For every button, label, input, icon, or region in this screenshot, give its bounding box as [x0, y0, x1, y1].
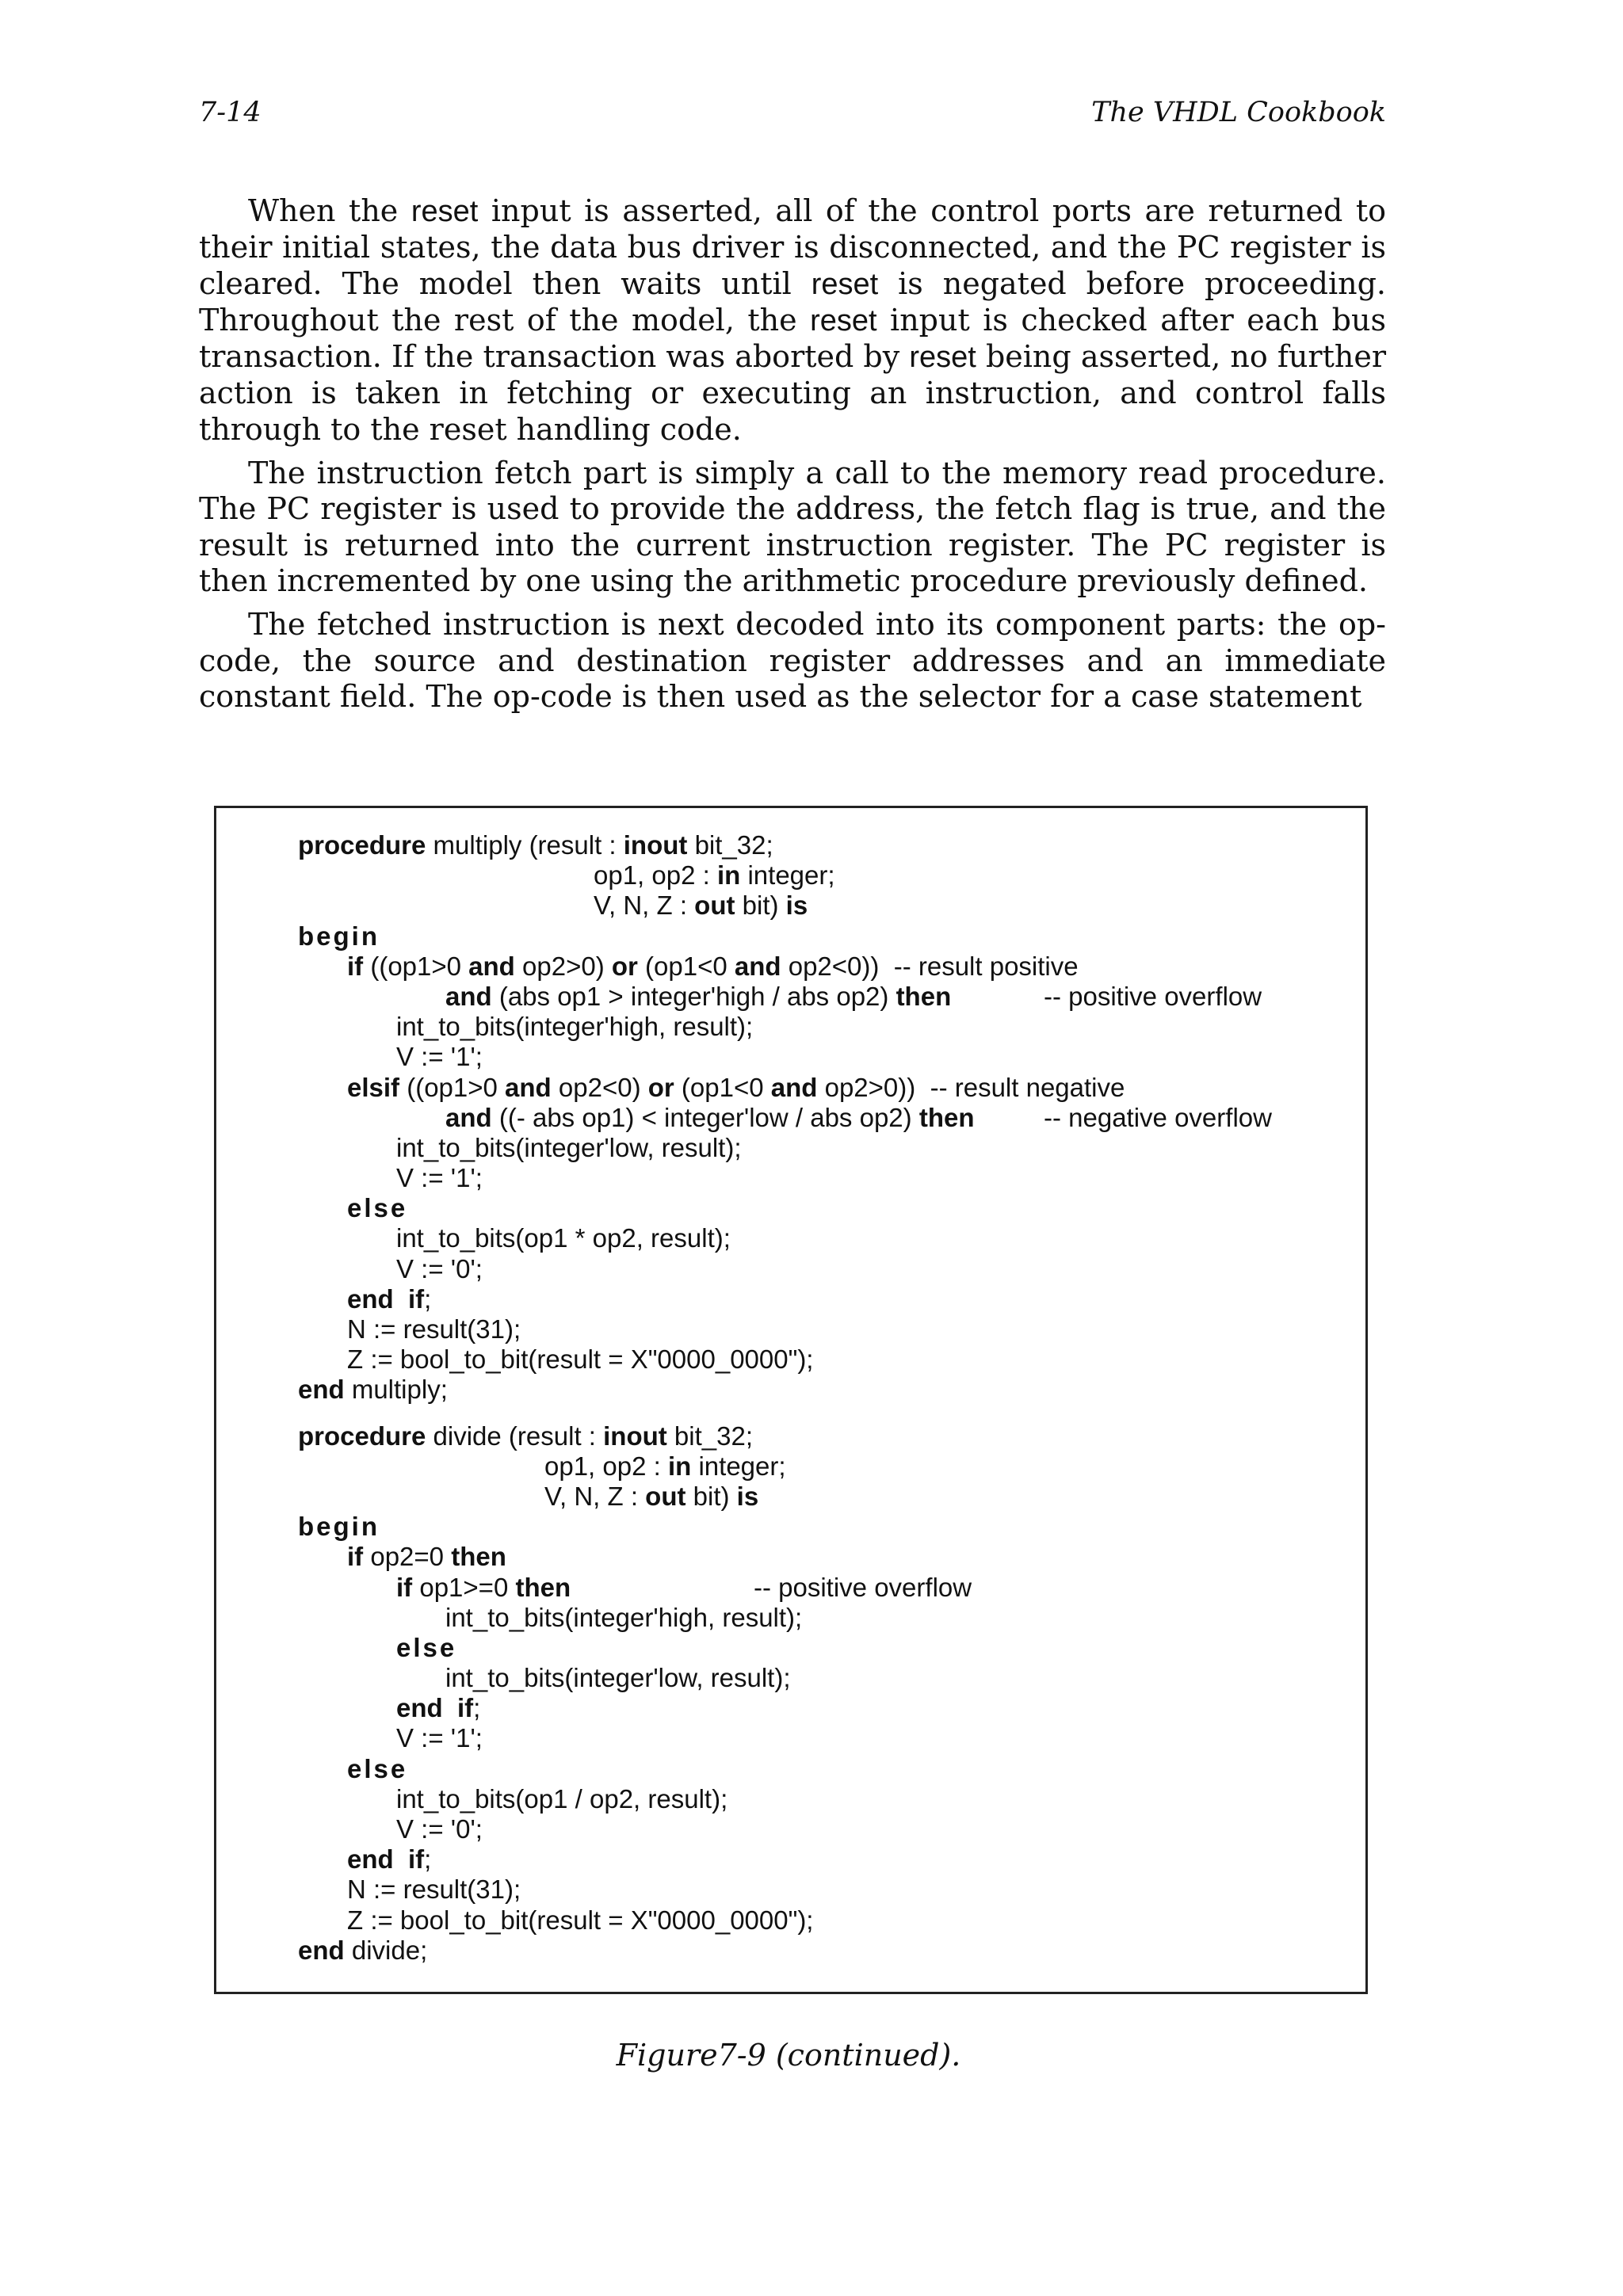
paragraph-fetch: The instruction fetch part is simply a call to the memory read procedure. The PC register is used to provide the address, the fetch flag is true, and the result is returned into the current instruction register. The PC register is then incremented by one using the arithmetic procedure previously defined.: [199, 456, 1386, 598]
code-line: V, N, Z : out bit) is: [544, 1481, 759, 1511]
code-line: V := '1';: [396, 1723, 483, 1753]
code-line: Z := bool_to_bit(result = X"0000_0000");: [347, 1344, 814, 1375]
code-line: procedure divide (result : inout bit_32;: [298, 1421, 754, 1451]
code-line: end if ;: [347, 1844, 432, 1875]
code-line: if op1>=0 then -- positive overflow: [396, 1572, 972, 1602]
code-line: end if ;: [396, 1693, 481, 1723]
code-line: V, N, Z : out bit) is: [594, 891, 808, 921]
paragraph-decode: The fetched instruction is next decoded into its component parts: the op-code, the source and destination register addresses and an immediate constant field. The op-code is then used as the selector for a case statement: [199, 607, 1386, 714]
code-line: if op2=0 then: [347, 1542, 506, 1572]
code-line: end divide;: [298, 1935, 428, 1965]
code-line: op1, op2 : in integer;: [544, 1451, 786, 1481]
procedure-gap: [298, 1405, 1352, 1421]
code-line: V := '1';: [396, 1042, 483, 1072]
code-line: V := '0';: [396, 1814, 483, 1844]
page-number: 7-14: [199, 97, 262, 128]
code-line: elsif ((op1>0 and op2<0) or (op1<0 and op2>0)) -- result negative: [347, 1072, 1125, 1102]
code-line: V := '0';: [396, 1253, 483, 1283]
paragraph-reset: When the reset input is asserted, all of the control ports are returned to their initial states, the data bus driver is disconnected, and the PC register is cleared. The model then waits until reset is negated before proceeding. Throughout the rest of the model, the reset input is checked after each bus transaction. If the transaction was aborted by reset being asserted, no further action is taken in fetching or executing an instruction, and control falls through to the reset handling code.: [199, 193, 1387, 447]
code-listing: [298, 830, 1352, 1966]
code-line: int_to_bits(op1 / op2, result);: [396, 1783, 728, 1814]
code-line: procedure multiply (result : inout bit_32;: [298, 830, 773, 860]
code-line: int_to_bits(integer'low, result);: [445, 1663, 791, 1693]
body-text: [199, 193, 1386, 723]
code-line: begin: [298, 1512, 380, 1542]
code-line: if ((op1>0 and op2>0) or (op1<0 and op2<0)) -- result positive: [347, 951, 1079, 981]
code-term-reset: reset: [810, 303, 877, 338]
code-line: N := result(31);: [347, 1875, 521, 1905]
running-title: The VHDL Cookbook: [1091, 97, 1386, 128]
figure-caption: Figure7-9 (continued).: [616, 2038, 961, 2073]
code-line: int_to_bits(integer'high, result);: [445, 1602, 803, 1632]
code-term-reset: reset: [411, 195, 479, 228]
code-line: Z := bool_to_bit(result = X"0000_0000");: [347, 1905, 814, 1935]
page-header: [199, 97, 1386, 138]
code-line: end multiply;: [298, 1375, 448, 1405]
code-line: N := result(31);: [347, 1314, 521, 1344]
code-line: int_to_bits(op1 * op2, result);: [396, 1223, 731, 1253]
code-term-reset: reset: [909, 341, 976, 375]
code-line: V := '1';: [396, 1163, 483, 1193]
code-term-reset: reset: [811, 267, 879, 301]
code-line: and (abs op1 > integer'high / abs op2) then -- positive overflow: [445, 981, 1262, 1011]
code-line: begin: [298, 921, 380, 951]
code-line: else: [347, 1753, 408, 1783]
code-line: else: [396, 1632, 457, 1662]
code-line: op1, op2 : in integer;: [594, 860, 835, 891]
code-line: and ((- abs op1) < integer'low / abs op2) then -- negative overflow: [445, 1102, 1272, 1132]
code-line: int_to_bits(integer'low, result);: [396, 1132, 742, 1162]
code-line: int_to_bits(integer'high, result);: [396, 1012, 754, 1042]
code-line: else: [347, 1193, 408, 1223]
code-line: end if ;: [347, 1283, 432, 1314]
